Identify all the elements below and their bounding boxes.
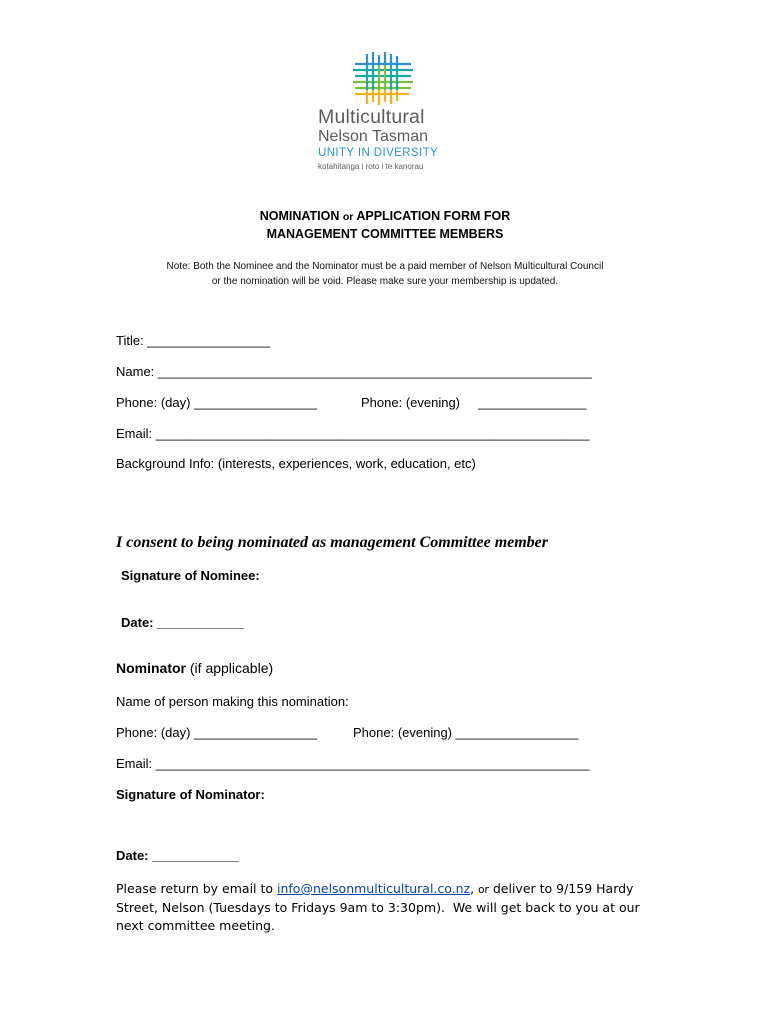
consent-statement: I consent to being nominated as management Committee member bbox=[116, 534, 549, 551]
background-info-label: Background Info: (interests, experiences, work, education, etc) bbox=[116, 456, 476, 471]
return-instructions-line1 bbox=[116, 881, 633, 896]
nominee-signature-label: Signature of Nominee: bbox=[121, 568, 260, 583]
form-title-part1: NOMINATION bbox=[259, 209, 343, 223]
contact-email-link[interactable]: info@nelsonmulticultural.co.nz bbox=[277, 881, 471, 896]
nominator-heading bbox=[116, 660, 273, 676]
nominee-date-field[interactable]: Date: ____________ bbox=[121, 615, 244, 630]
logo-tagline: UNITY IN DIVERSITY bbox=[318, 147, 439, 159]
return-instructions-line3: next committee meeting. bbox=[116, 918, 275, 933]
return-or: or bbox=[478, 884, 489, 896]
return-instructions-line2: Street, Nelson (Tuesdays to Fridays 9am to 3:30pm). We will get back to you at our bbox=[116, 900, 640, 915]
nominator-name-label: Name of person making this nomination: bbox=[116, 694, 349, 709]
return-comma: , bbox=[470, 881, 479, 896]
form-title bbox=[0, 209, 770, 223]
membership-note-line2: or the nomination will be void. Please make sure your membership is updated. bbox=[211, 276, 559, 287]
nominator-date-field[interactable]: Date: ____________ bbox=[116, 848, 239, 863]
nominator-phone-evening-field[interactable]: Phone: (evening) _________________ bbox=[353, 725, 579, 740]
logo-name-line2: Nelson Tasman bbox=[318, 128, 428, 145]
logo-name: Multicultural bbox=[318, 106, 425, 128]
logo-tagline-maori: kotahitanga i roto i te kanorau bbox=[318, 162, 424, 171]
form-title-or: or bbox=[342, 211, 354, 223]
phone-day-field[interactable]: Phone: (day) _________________ bbox=[116, 395, 317, 410]
nominator-email-field[interactable]: Email: ____________________________________________________________ bbox=[116, 756, 590, 771]
nominator-heading-text: Nominator bbox=[116, 660, 186, 676]
membership-note-line1: Note: Both the Nominee and the Nominator must be a paid member of Nelson Multicultural Council bbox=[166, 261, 604, 272]
name-field[interactable]: Name: ____________________________________________________________ bbox=[116, 364, 592, 379]
phone-evening-field[interactable]: Phone: (evening) _______________ bbox=[361, 395, 587, 410]
nominator-heading-note: (if applicable) bbox=[186, 660, 274, 676]
form-title-line2: MANAGEMENT COMMITTEE MEMBERS bbox=[266, 227, 504, 241]
email-field[interactable]: Email: ____________________________________________________________ bbox=[116, 426, 590, 441]
title-field[interactable]: Title: _________________ bbox=[116, 333, 271, 348]
nominator-phone-day-field[interactable]: Phone: (day) _________________ bbox=[116, 725, 317, 740]
return-instructions-text: Please return by email to bbox=[116, 881, 278, 896]
form-title-part2: APPLICATION FORM FOR bbox=[353, 209, 511, 223]
nominator-signature-label: Signature of Nominator: bbox=[116, 787, 265, 802]
return-address-start: deliver to 9/159 Hardy bbox=[488, 881, 634, 896]
organization-logo-mark bbox=[353, 52, 413, 106]
